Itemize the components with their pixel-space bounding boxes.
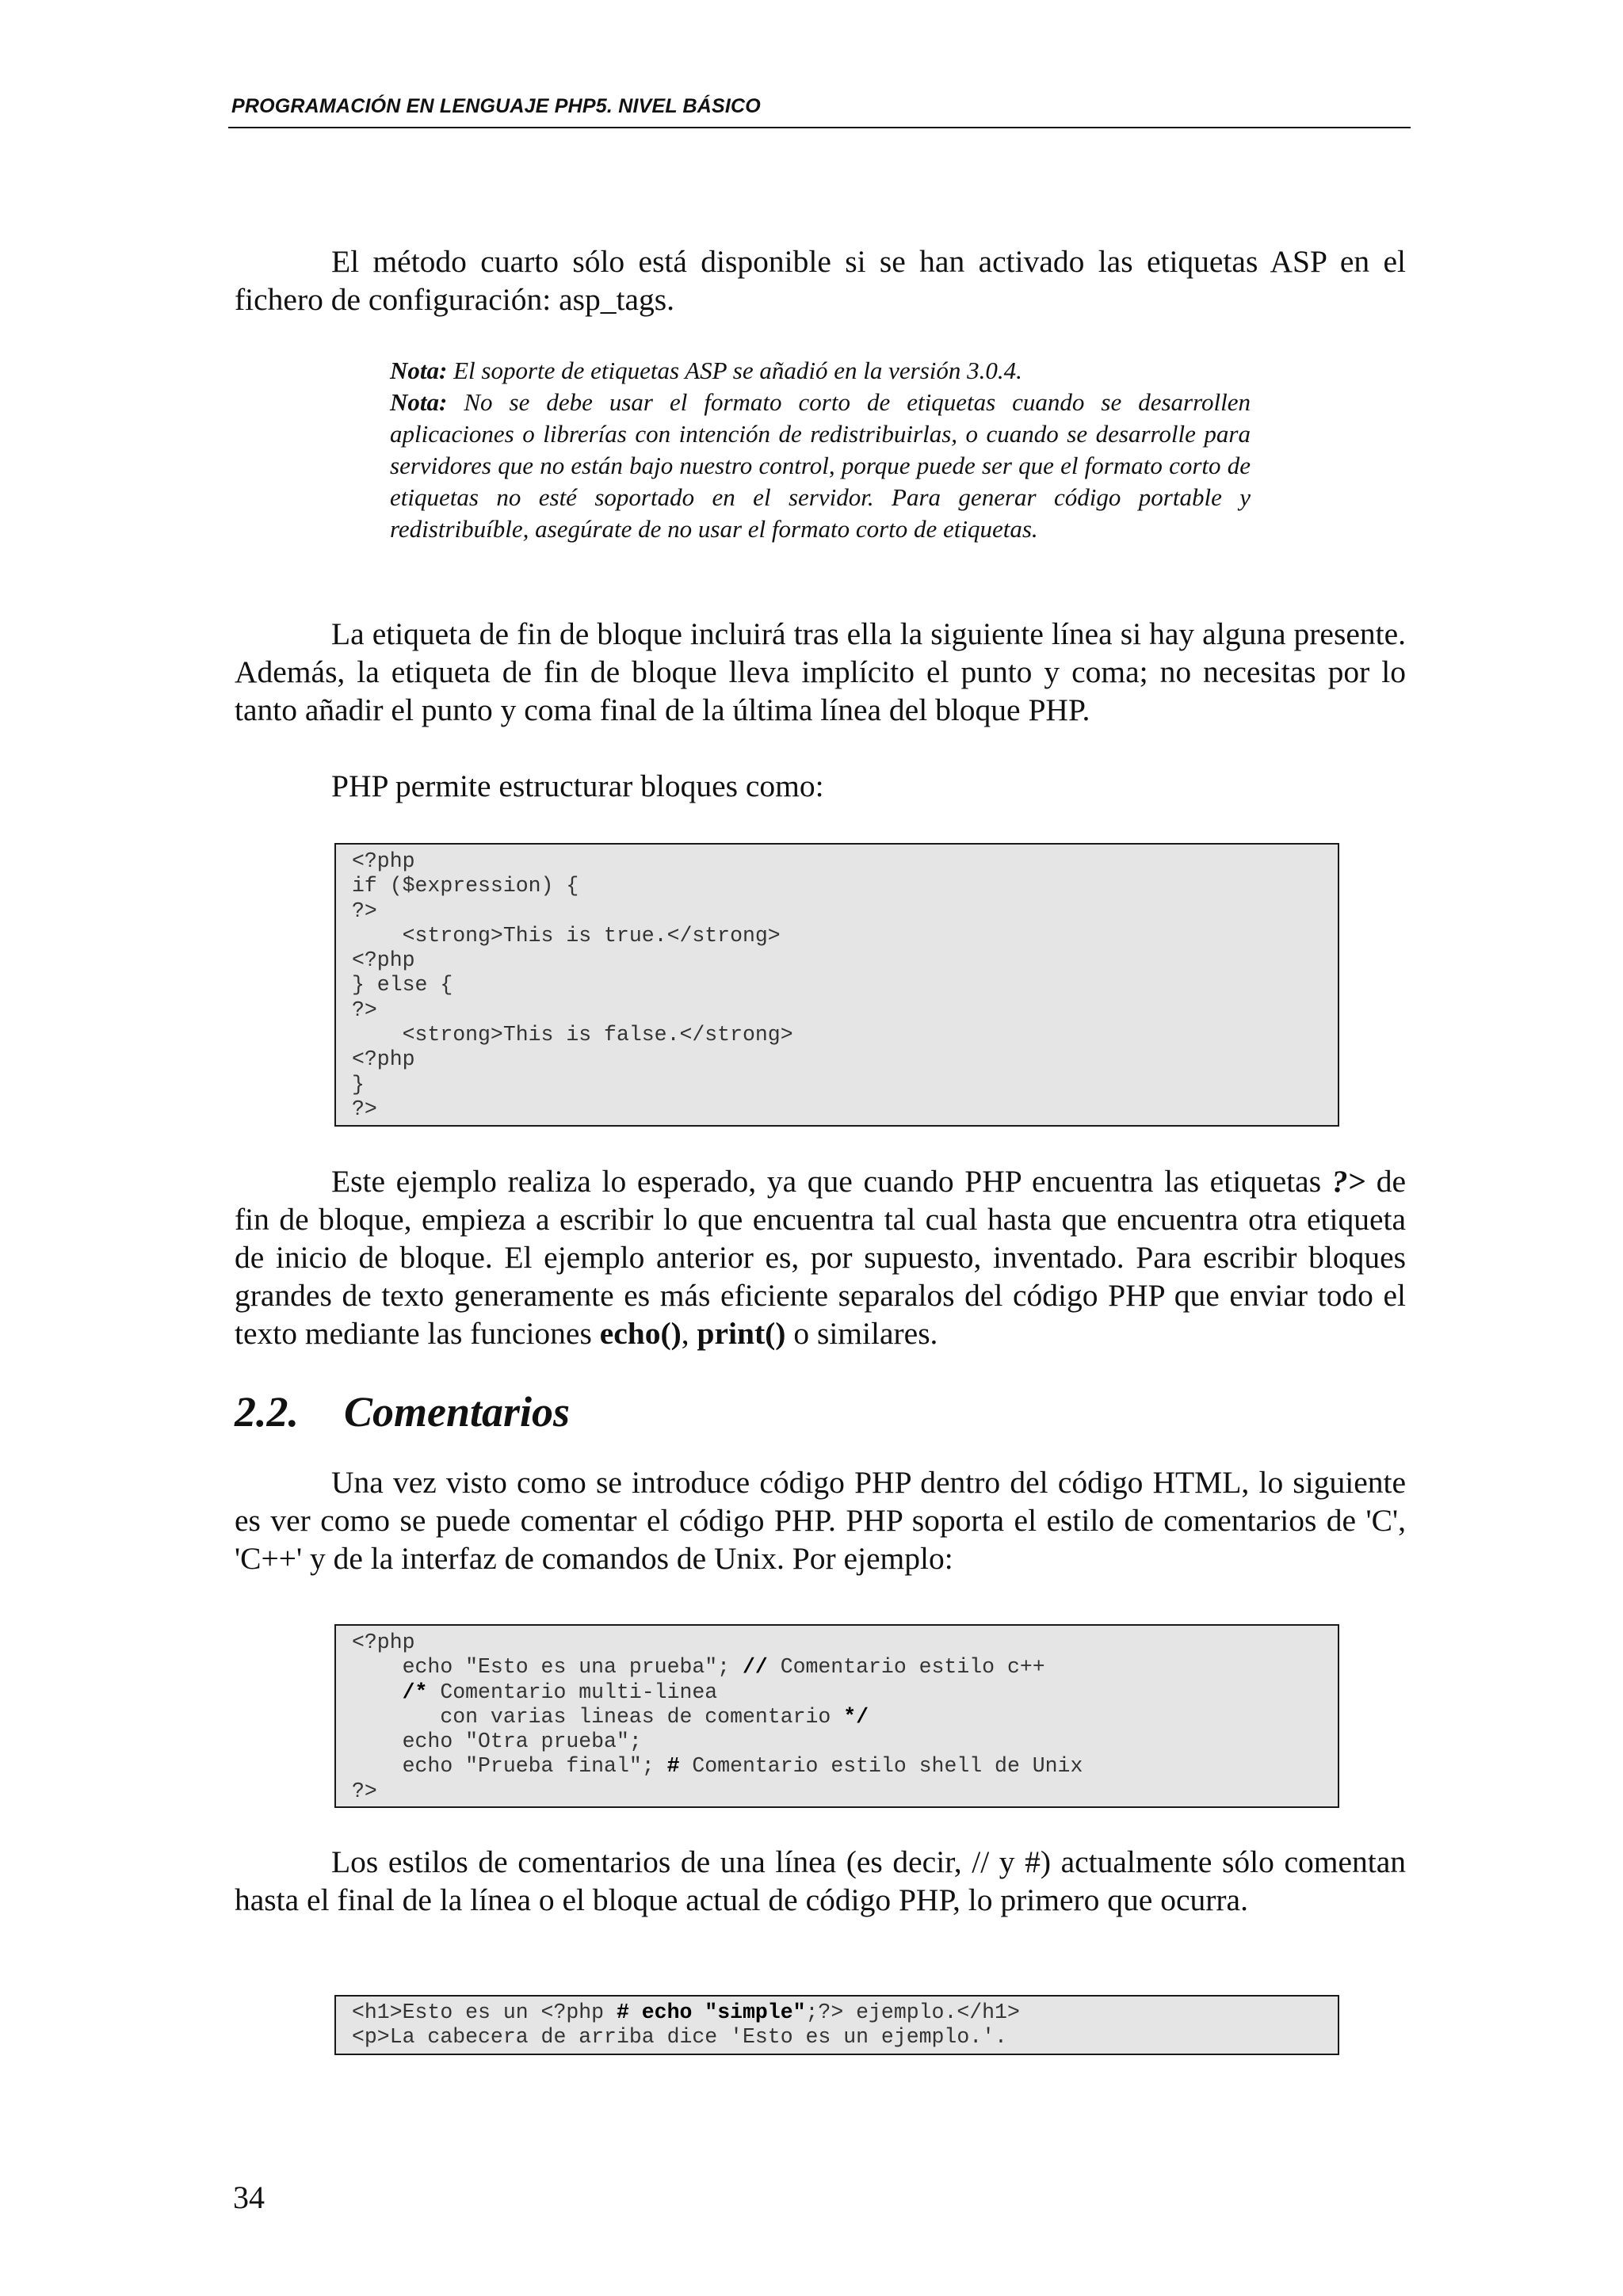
paragraph-single-line-comments [235,1843,1406,1919]
code-line: <strong>This is false.</strong> [352,1023,793,1047]
header-rule [228,127,1411,128]
code-line: echo "Prueba final"; # Comentario estilo shell de Unix [352,1754,1083,1779]
note-text: El soporte de etiquetas ASP se añadió en la versión 3.0.4. [447,357,1022,384]
function-echo: echo() [599,1316,682,1351]
running-header: PROGRAMACIÓN EN LENGUAJE PHP5. NIVEL BÁSICO [231,95,761,117]
code-line: con varias lineas de comentario */ [352,1704,869,1729]
code-line: <?php [352,1047,415,1072]
code-line: echo "Esto es una prueba"; // Comentario estilo c++ [352,1655,1045,1680]
page-number: 34 [233,2180,265,2215]
end-tag-token: ?> [1331,1164,1366,1199]
code-block-if-else [334,843,1339,1127]
code-line: <p>La cabecera de arriba dice 'Esto es un ejemplo.'. [352,2025,1007,2050]
code-block-html-example [334,1995,1339,2055]
paragraph-asp-tags [235,242,1406,318]
code-line: <h1>Esto es un <?php # echo "simple";?> ejemplo.</h1> [352,2000,1020,2024]
paragraph-text: PHP permite estructurar bloques como: [331,769,824,803]
note-label: Nota: [390,357,448,384]
code-line: } [352,1072,365,1097]
code-line: <strong>This is true.</strong> [352,923,781,948]
paragraph-blocks-intro [235,767,1406,805]
code-line: ?> [352,1097,377,1121]
code-line: ?> [352,997,377,1022]
paragraph-text: de fin de bloque, empieza a escribir lo que encuentra tal cual hasta que encuentra otra etiqueta de inicio de bloque. El ejemplo anterior es, por supuesto, inventado. Para escribir bloques grandes de texto generamente es más eficiente separalos del código PHP que enviar todo el texto mediante las funciones [235,1164,1406,1351]
code-line: ?> [352,898,377,923]
paragraph-text: Este ejemplo realiza lo esperado, ya que cuando PHP encuentra las etiquetas [331,1164,1332,1199]
paragraph-end-tag [235,615,1406,729]
section-title: Comentarios [344,1388,571,1436]
code-line: /* Comentario multi-linea [402,1680,718,1704]
paragraph-text: La etiqueta de fin de bloque incluirá tras ella la siguiente línea si hay alguna presente. Además, la etiqueta de fin de bloque lleva implícito el punto y coma; no necesitas por lo tanto añadir el punto y coma final de la última línea del bloque PHP. [235,616,1406,727]
section-heading [235,1388,570,1436]
paragraph-text: o similares. [785,1316,938,1351]
function-print: print() [697,1316,786,1351]
comma: , [681,1316,697,1351]
code-line: ?> [352,1779,377,1803]
paragraph-text: Una vez visto como se introduce código PHP dentro del código HTML, lo siguiente es ver como se puede comentar el código PHP. PHP soporta el estilo de comentarios de 'C', 'C++' y de la interfaz de comandos de Unix. Por ejemplo: [235,1465,1406,1576]
note-label: Nota: [390,388,448,416]
paragraph-example-explanation [235,1162,1406,1352]
paragraph-text: Los estilos de comentarios de una línea (es decir, // y #) actualmente sólo comentan hasta el final de la línea o el bloque actual de código PHP, lo primero que ocurra. [235,1844,1406,1917]
code-line: } else { [352,973,453,997]
note-text: No se debe usar el formato corto de etiquetas cuando se desarrollen aplicaciones o librerías con intención de redistribuirlas, o cuando se desarrolle para servidores que no están bajo nuestro control, porque puede ser que el formato corto de etiquetas no esté soportado en el servidor. Para generar código portable y redistribuíble, asegúrate de no usar el formato corto de etiquetas. [390,388,1251,543]
paragraph-comments-intro [235,1463,1406,1577]
code-line: if ($expression) { [352,874,579,898]
code-line: <?php [352,1630,415,1654]
code-line: echo "Otra prueba"; [352,1730,642,1754]
paragraph-text: El método cuarto sólo está disponible si se han activado las etiquetas ASP en el fichero de configuración: asp_tags. [235,244,1406,317]
section-number: 2.2. [235,1388,299,1436]
code-line: <?php [352,849,415,873]
code-block-comments [334,1624,1339,1808]
note-1 [390,355,1251,387]
note-2 [390,387,1251,545]
note-block [390,355,1251,545]
code-line: <?php [352,948,415,973]
